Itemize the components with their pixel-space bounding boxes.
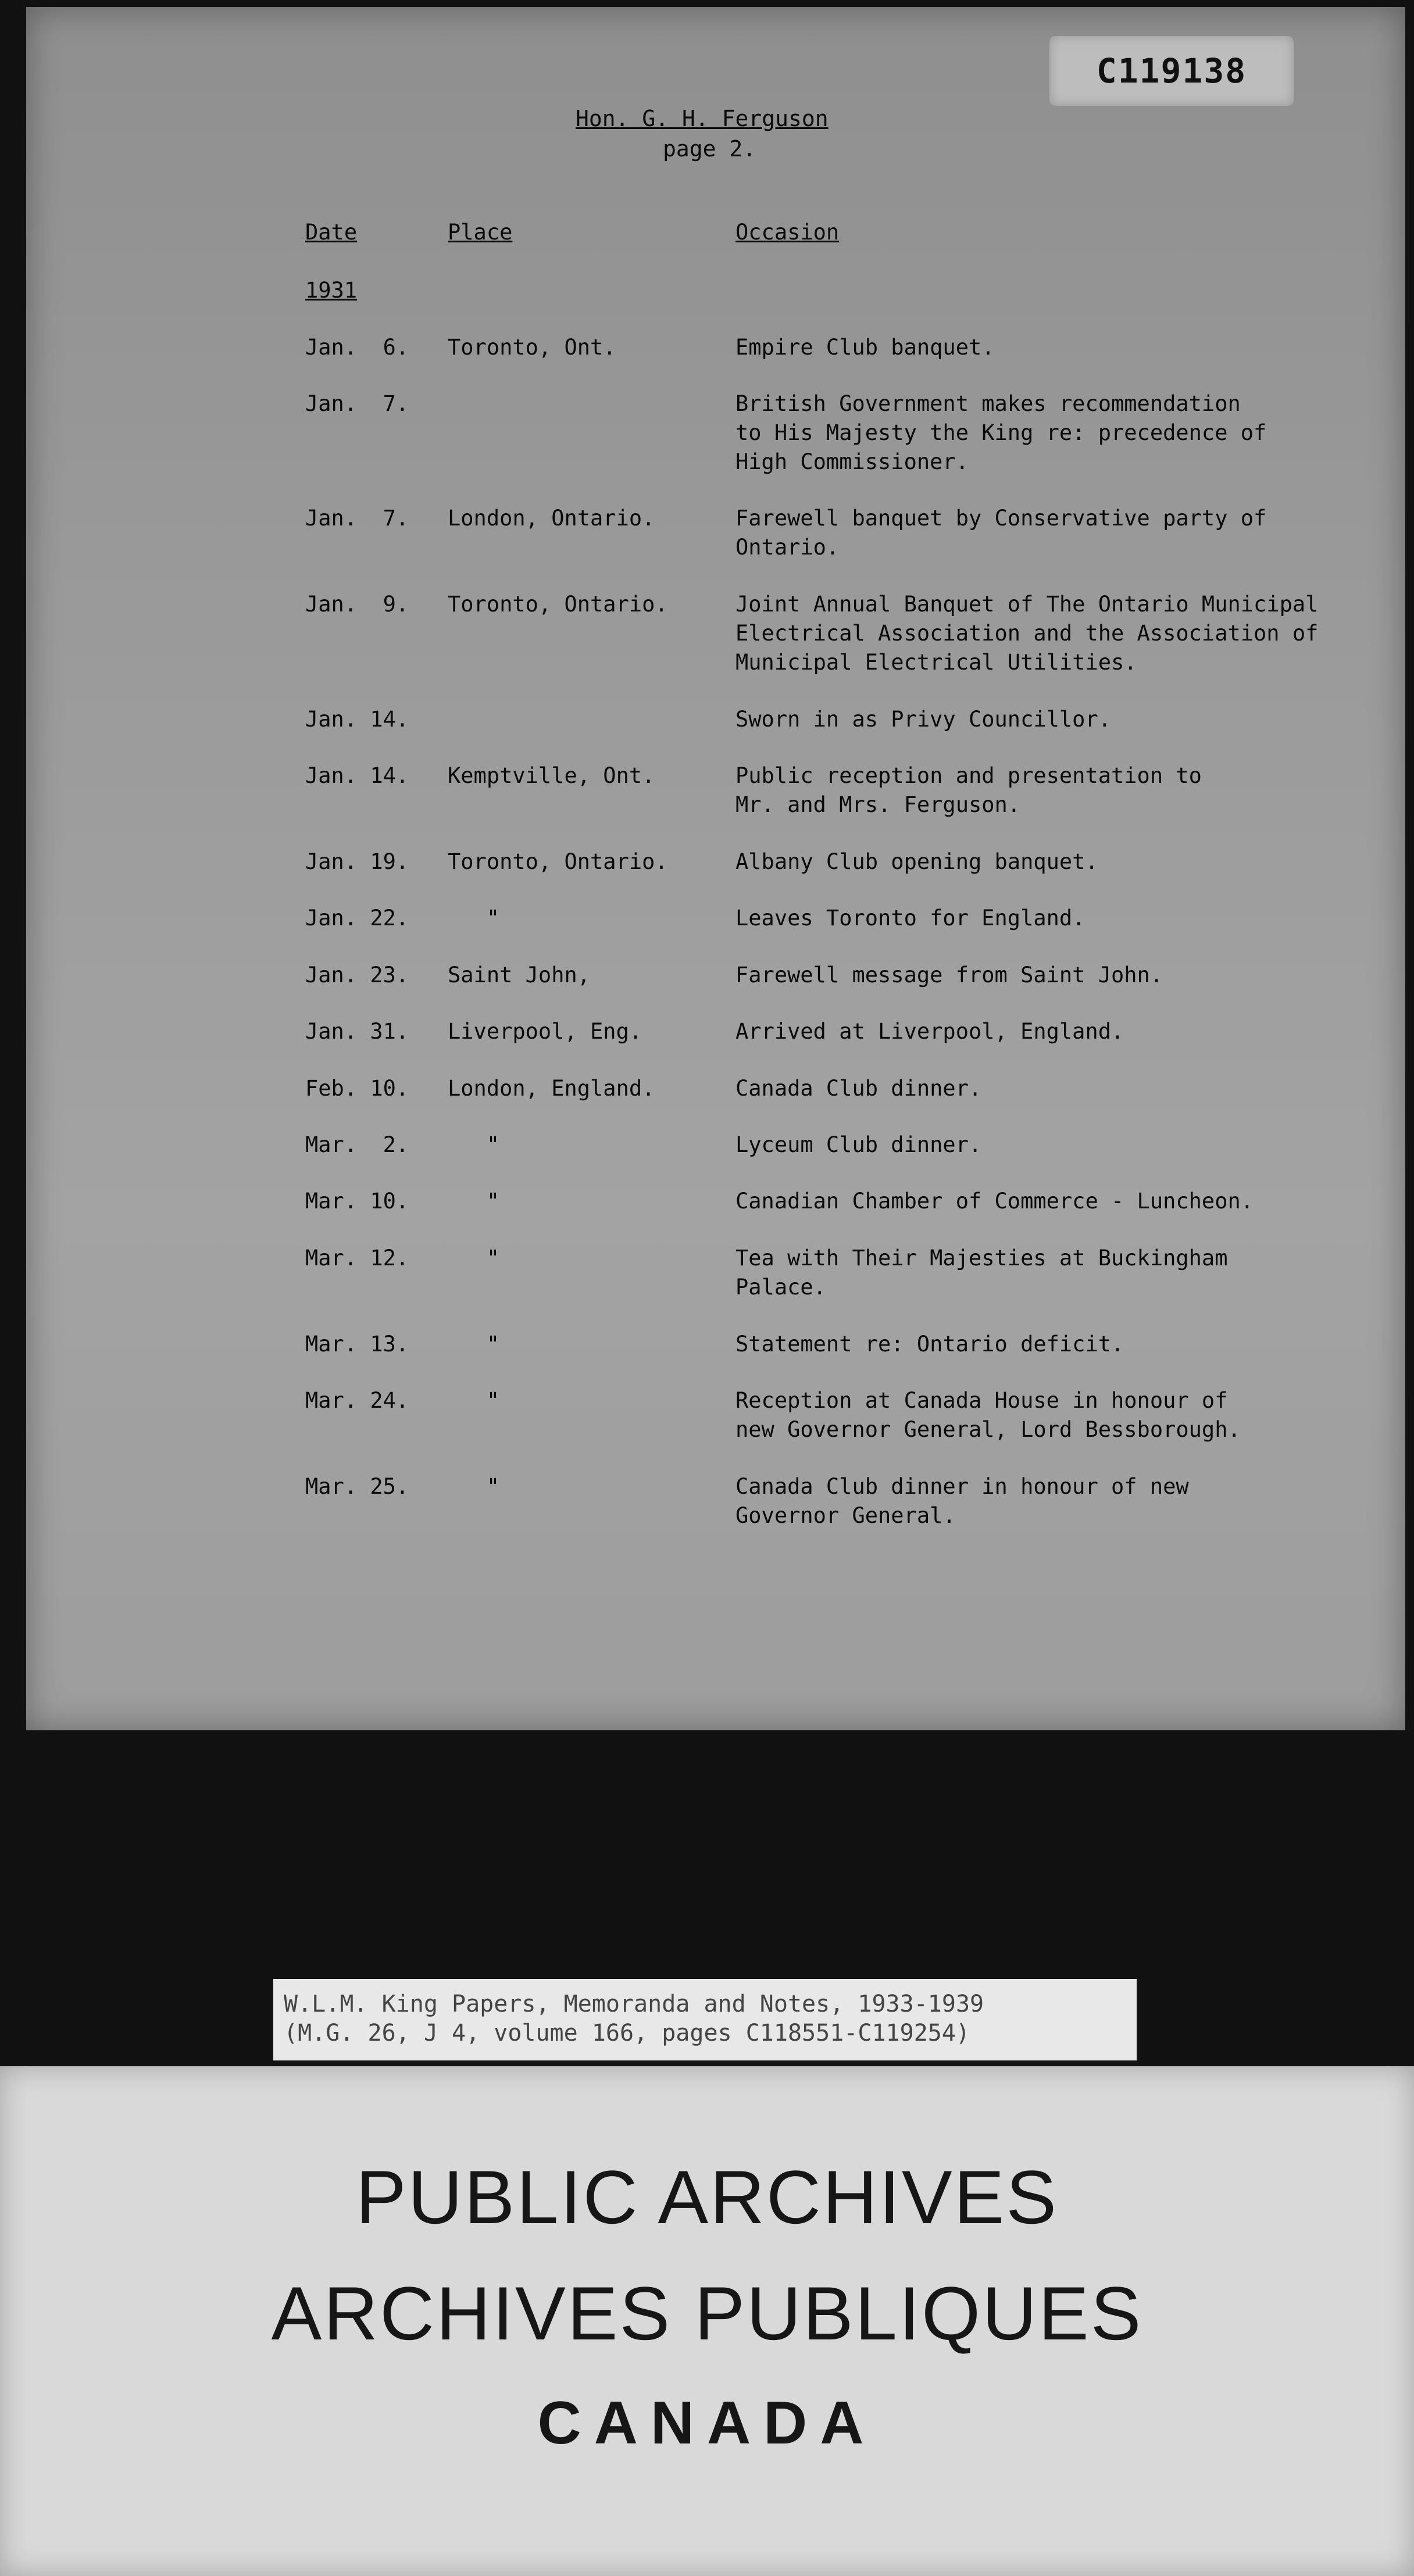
row-place: " bbox=[448, 906, 500, 931]
row-date: Mar. 25. bbox=[305, 1474, 409, 1499]
row-occasion: Lyceum Club dinner. bbox=[735, 1132, 982, 1157]
row-date: Jan. 19. bbox=[305, 849, 409, 874]
row-place: Toronto, Ontario. bbox=[448, 849, 668, 874]
row-date: Jan. 6. bbox=[305, 335, 409, 360]
row-place: " bbox=[448, 1332, 500, 1357]
row-date: Mar. 12. bbox=[305, 1246, 409, 1271]
row-date: Mar. 10. bbox=[305, 1189, 409, 1214]
archives-banner-english: PUBLIC ARCHIVES bbox=[355, 2155, 1059, 2239]
row-occasion: British Government makes recommendation to His Majesty the King re: precedence of High Commissioner. bbox=[735, 391, 1267, 474]
row-occasion: Tea with Their Majesties at Buckingham Palace. bbox=[735, 1246, 1228, 1300]
row-date: Jan. 14. bbox=[305, 707, 409, 732]
row-occasion: Canada Club dinner in honour of new Governor General. bbox=[735, 1474, 1189, 1528]
archives-banner bbox=[0, 2066, 1414, 2576]
row-place: " bbox=[448, 1388, 500, 1413]
row-occasion: Leaves Toronto for England. bbox=[735, 906, 1086, 931]
row-place: " bbox=[448, 1132, 500, 1157]
row-place: Kemptville, Ont. bbox=[448, 763, 655, 788]
row-date: Jan. 14. bbox=[305, 763, 409, 788]
row-occasion: Public reception and presentation to Mr. and Mrs. Ferguson. bbox=[735, 763, 1202, 817]
row-place: London, England. bbox=[448, 1076, 655, 1101]
row-date: Jan. 7. bbox=[305, 391, 409, 416]
row-date: Jan. 9. bbox=[305, 592, 409, 617]
row-occasion: Farewell message from Saint John. bbox=[735, 963, 1163, 988]
row-occasion: Farewell banquet by Conservative party of Ontario. bbox=[735, 506, 1267, 560]
archive-reference-label bbox=[273, 1979, 1137, 2060]
row-place: " bbox=[448, 1474, 500, 1499]
archives-banner-country: CANADA bbox=[537, 2389, 877, 2457]
column-header-place: Place bbox=[448, 220, 513, 245]
row-place: Saint John, bbox=[448, 963, 591, 988]
column-header-date: Date bbox=[305, 220, 358, 245]
row-occasion: Reception at Canada House in honour of new Governor General, Lord Bessborough. bbox=[735, 1388, 1241, 1442]
row-occasion: Canadian Chamber of Commerce - Luncheon. bbox=[735, 1189, 1254, 1214]
row-place: London, Ontario. bbox=[448, 506, 655, 531]
row-occasion: Albany Club opening banquet. bbox=[735, 849, 1098, 874]
row-occasion: Joint Annual Banquet of The Ontario Municipal Electrical Association and the Association of Municipal Electrical Utilities. bbox=[735, 592, 1319, 675]
header-page: page 2. bbox=[663, 136, 756, 162]
row-date: Jan. 22. bbox=[305, 906, 409, 931]
row-place: " bbox=[448, 1189, 500, 1214]
row-place: Liverpool, Eng. bbox=[448, 1019, 642, 1044]
row-place: " bbox=[448, 1246, 500, 1271]
row-place: Toronto, Ontario. bbox=[448, 592, 668, 617]
row-occasion: Arrived at Liverpool, England. bbox=[735, 1019, 1124, 1044]
row-occasion: Empire Club banquet. bbox=[735, 335, 995, 360]
document-header bbox=[576, 103, 829, 164]
year-heading: 1931 bbox=[305, 278, 358, 303]
row-date: Jan. 23. bbox=[305, 963, 409, 988]
column-header-occasion: Occasion bbox=[735, 220, 840, 245]
row-date: Jan. 7. bbox=[305, 506, 409, 531]
row-occasion: Statement re: Ontario deficit. bbox=[735, 1332, 1124, 1357]
archive-reference-line-2: (M.G. 26, J 4, volume 166, pages C118551-C119254) bbox=[284, 2020, 970, 2047]
row-date: Mar. 24. bbox=[305, 1388, 409, 1413]
row-occasion: Canada Club dinner. bbox=[735, 1076, 982, 1101]
row-occasion: Sworn in as Privy Councillor. bbox=[735, 707, 1112, 732]
header-name: Hon. G. H. Ferguson bbox=[576, 106, 829, 131]
row-date: Mar. 2. bbox=[305, 1132, 409, 1157]
row-place: Toronto, Ont. bbox=[448, 335, 616, 360]
archives-banner-french: ARCHIVES PUBLIQUES bbox=[271, 2271, 1143, 2356]
archive-reference-line-1: W.L.M. King Papers, Memoranda and Notes, 1933-1939 bbox=[284, 1991, 984, 2017]
row-date: Jan. 31. bbox=[305, 1019, 409, 1044]
page-stamp: C119138 bbox=[1049, 36, 1294, 106]
row-date: Mar. 13. bbox=[305, 1332, 409, 1357]
row-date: Feb. 10. bbox=[305, 1076, 409, 1101]
